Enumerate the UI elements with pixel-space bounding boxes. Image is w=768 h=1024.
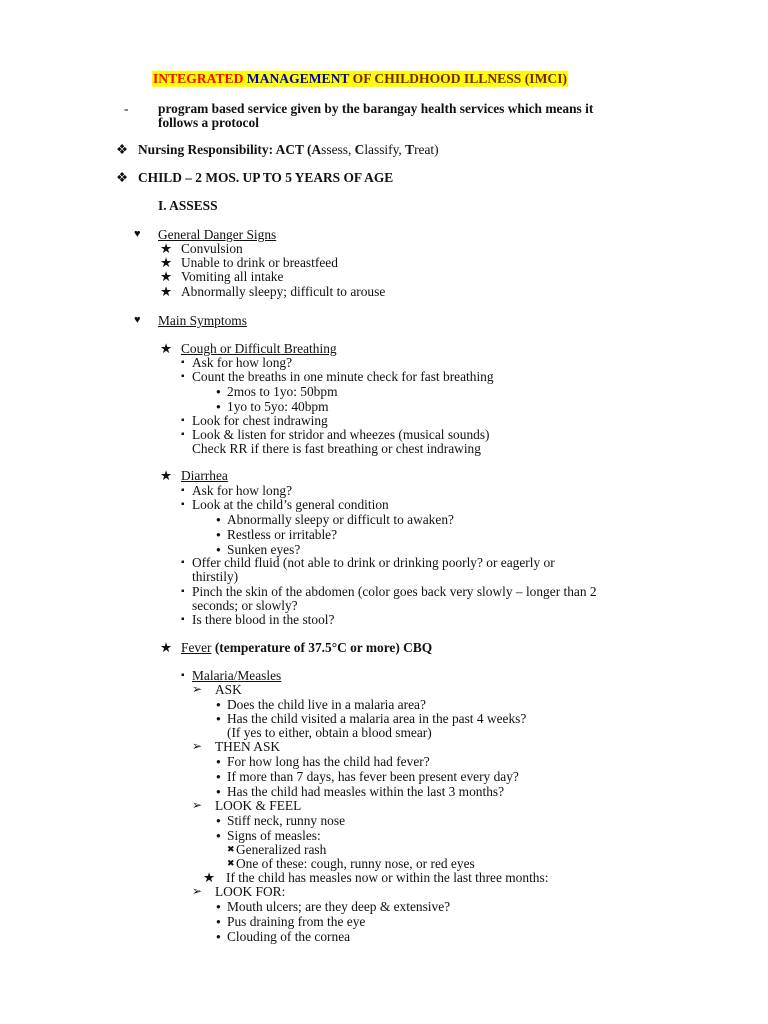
measles-followup: If the child has measles now or within the last three months: <box>226 870 549 885</box>
arrow-bullet-icon: ➢ <box>192 739 203 753</box>
then-ask-item: If more than 7 days, has fever been present every day? <box>227 769 519 784</box>
title-rest: OF CHILDHOOD ILLNESS (IMCI) <box>349 71 568 86</box>
arrow-bullet-icon: ➢ <box>192 682 203 696</box>
cross-bullet-icon: ✖ <box>227 844 235 854</box>
square-bullet-icon: ▪ <box>181 499 185 510</box>
square-bullet-icon: ▪ <box>181 371 185 382</box>
measles-sign: Generalized rash <box>236 842 327 857</box>
cough-item: Ask for how long? <box>192 355 293 370</box>
star-bullet-icon: ★ <box>160 255 173 270</box>
then-ask-item: For how long has the child had fever? <box>227 754 430 769</box>
title-integrated: INTEGRATED <box>153 71 244 86</box>
dot-bullet-icon: ● <box>216 515 221 524</box>
square-bullet-icon: ▪ <box>181 429 185 440</box>
then-ask-item: Has the child had measles within the last 3 months? <box>227 784 505 799</box>
star-bullet-icon: ★ <box>160 640 173 655</box>
cross-bullet-icon: ✖ <box>227 858 235 868</box>
danger-signs-heading: General Danger Signs <box>158 227 277 242</box>
dot-bullet-icon: ● <box>216 772 221 781</box>
look-feel-item: Signs of measles: <box>227 828 321 843</box>
danger-item: Convulsion <box>181 241 243 256</box>
diarrhea-subitem: Restless or irritable? <box>227 527 338 542</box>
ask-heading: ASK <box>215 682 242 697</box>
diamond-bullet-icon: ❖ <box>116 142 129 157</box>
star-bullet-icon: ★ <box>203 870 216 885</box>
dot-bullet-icon: ● <box>216 932 221 941</box>
cough-subitem: 2mos to 1yo: 50bpm <box>227 384 338 399</box>
square-bullet-icon: ▪ <box>181 485 185 496</box>
diarrhea-subitem: Abnormally sleepy or difficult to awaken? <box>227 512 454 527</box>
diarrhea-item: Ask for how long? <box>192 483 293 498</box>
cough-subitem: 1yo to 5yo: 40bpm <box>227 399 329 414</box>
dot-bullet-icon: ● <box>216 831 221 840</box>
look-feel-item: Stiff neck, runny nose <box>227 813 346 828</box>
child-age-heading: CHILD – 2 MOS. UP TO 5 YEARS OF AGE <box>138 170 394 185</box>
intro-line-1: program based service given by the barangay health services which means it <box>158 101 594 116</box>
arrow-bullet-icon: ➢ <box>192 798 203 812</box>
dot-bullet-icon: ● <box>216 917 221 926</box>
title-management: MANAGEMENT <box>246 71 350 86</box>
look-for-item: Mouth ulcers; are they deep & extensive? <box>227 899 451 914</box>
diarrhea-item: Pinch the skin of the abdomen (color goes back very slowly – longer than 2 <box>192 584 597 599</box>
square-bullet-icon: ▪ <box>181 557 185 568</box>
dot-bullet-icon: ● <box>216 902 221 911</box>
star-bullet-icon: ★ <box>160 269 173 284</box>
diarrhea-item-cont: seconds; or slowly? <box>192 598 298 613</box>
look-for-item: Pus draining from the eye <box>227 914 366 929</box>
diarrhea-item: Is there blood in the stool? <box>192 612 335 627</box>
danger-item: Abnormally sleepy; difficult to arouse <box>181 284 386 299</box>
look-for-heading: LOOK FOR: <box>215 884 286 899</box>
diamond-bullet-icon: ❖ <box>116 170 129 185</box>
cough-item: Look & listen for stridor and wheezes (musical sounds) <box>192 427 490 442</box>
square-bullet-icon: ▪ <box>181 586 185 597</box>
cough-item-cont: Check RR if there is fast breathing or chest indrawing <box>192 441 481 456</box>
danger-item: Unable to drink or breastfeed <box>181 255 338 270</box>
fever-heading: Fever (temperature of 37.5°C or more) CBQ <box>181 640 433 655</box>
danger-item: Vomiting all intake <box>181 269 284 284</box>
page-title <box>152 71 568 87</box>
dot-bullet-icon: ● <box>216 757 221 766</box>
ask-item: Has the child visited a malaria area in the past 4 weeks? <box>227 711 527 726</box>
main-symptoms-heading: Main Symptoms <box>158 313 247 328</box>
diarrhea-item-cont: thirstily) <box>192 569 239 584</box>
dot-bullet-icon: ● <box>216 530 221 539</box>
star-bullet-icon: ★ <box>160 341 173 356</box>
square-bullet-icon: ▪ <box>181 614 185 625</box>
malaria-measles-heading: Malaria/Measles <box>192 668 282 683</box>
intro-line-2: follows a protocol <box>158 115 259 130</box>
diarrhea-item: Look at the child’s general condition <box>192 497 389 512</box>
ask-item-cont: (If yes to either, obtain a blood smear) <box>227 725 432 740</box>
dot-bullet-icon: ● <box>216 714 221 723</box>
intro-dash: - <box>124 101 129 116</box>
square-bullet-icon: ▪ <box>181 357 185 368</box>
nursing-responsibility: Nursing Responsibility: ACT (Assess, Classify, Treat) <box>138 142 439 157</box>
star-bullet-icon: ★ <box>160 284 173 299</box>
cough-heading: Cough or Difficult Breathing <box>181 341 337 356</box>
star-bullet-icon: ★ <box>160 241 173 256</box>
dot-bullet-icon: ● <box>216 387 221 396</box>
arrow-bullet-icon: ➢ <box>192 884 203 898</box>
diarrhea-subitem: Sunken eyes? <box>227 542 301 557</box>
star-bullet-icon: ★ <box>160 468 173 483</box>
square-bullet-icon: ▪ <box>181 415 185 426</box>
look-feel-heading: LOOK & FEEL <box>215 798 302 813</box>
assess-heading: I. ASSESS <box>158 198 218 213</box>
dot-bullet-icon: ● <box>216 402 221 411</box>
diarrhea-heading: Diarrhea <box>181 468 228 483</box>
ask-item: Does the child live in a malaria area? <box>227 697 426 712</box>
cough-item: Count the breaths in one minute check for fast breathing <box>192 369 494 384</box>
heart-bullet-icon: ♥ <box>134 228 141 240</box>
look-for-item: Clouding of the cornea <box>227 929 351 944</box>
cough-item: Look for chest indrawing <box>192 413 328 428</box>
square-bullet-icon: ▪ <box>181 670 185 681</box>
diarrhea-item: Offer child fluid (not able to drink or drinking poorly? or eagerly or <box>192 555 555 570</box>
dot-bullet-icon: ● <box>216 816 221 825</box>
then-ask-heading: THEN ASK <box>215 739 281 754</box>
measles-sign: One of these: cough, runny nose, or red eyes <box>236 856 475 871</box>
dot-bullet-icon: ● <box>216 700 221 709</box>
dot-bullet-icon: ● <box>216 787 221 796</box>
dot-bullet-icon: ● <box>216 545 221 554</box>
heart-bullet-icon: ♥ <box>134 314 141 326</box>
